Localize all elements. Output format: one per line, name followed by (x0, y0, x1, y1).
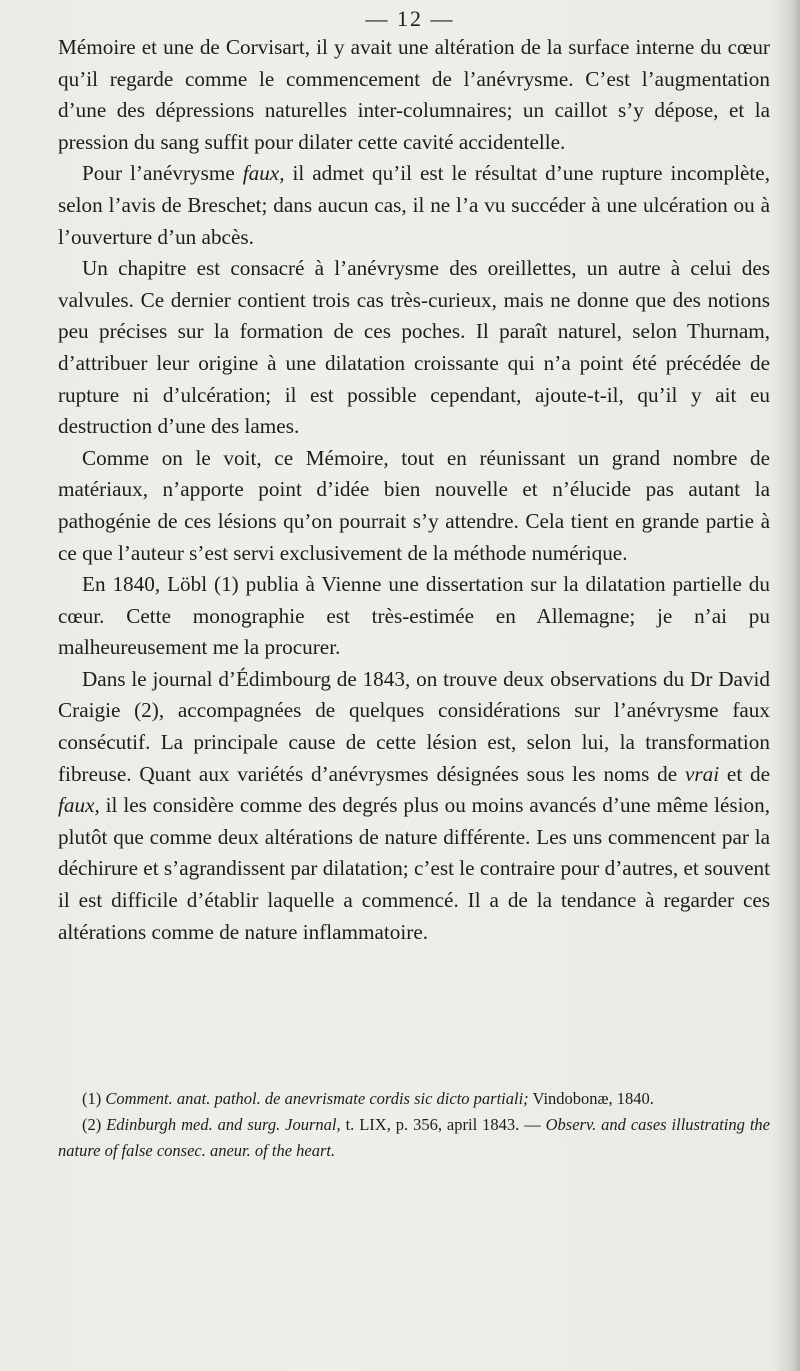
paragraph-2-start: Pour l’anévrysme (82, 161, 243, 186)
term-vrai: vrai (684, 761, 720, 786)
footnote-2 (58, 1112, 770, 1164)
body-text (58, 32, 770, 948)
paragraph-6-start: Dans le journal d’Édimbourg de 1843, on trouve deux observations du Dr David Craigie (2), accompagnées de quelques considérations sur l’anévrysme faux consécutif. La principale cause de cette lésion est, selon lui, la transformation fibreuse. Quant aux variétés d’anévrysmes désignées sous les noms de (58, 666, 770, 786)
footnote-2-citation: t. LIX, p. 356, april 1843. — (340, 1115, 546, 1134)
footnote-2-title: Observ. and cases illustrating the nature of false consec. aneur. of the heart. (58, 1115, 770, 1160)
paragraph-6 (58, 664, 770, 948)
footnote-1 (58, 1086, 770, 1112)
footnote-1-imprint: Vindobonæ, 1840. (528, 1089, 654, 1108)
term-faux-2: faux, (58, 793, 100, 818)
footnote-2-marker: (2) (82, 1115, 107, 1134)
footnote-1-marker: (1) (82, 1089, 106, 1108)
footnote-1-title: Comment. anat. pathol. de anevrismate cordis sic dicto partiali; (105, 1089, 529, 1108)
footnotes (58, 1086, 770, 1164)
paragraph-6-connector: et de (719, 761, 770, 786)
paragraph-6-rest: il les considère comme des degrés plus ou moins avancés d’une même lésion, plutôt que comme deux altérations de nature différente. Les uns commencent par la déchirure et s’agrandissent par dilatation; c’est le contraire pour d’autres, et souvent il est difficile d’établir laquelle a commencé. Il a de la tendance à regarder ces altérations comme de nature inflammatoire. (58, 793, 770, 944)
term-faux: faux, (242, 161, 285, 186)
footnote-2-journal: Edinburgh med. and surg. Journal, (106, 1115, 341, 1134)
paragraph-4: Comme on le voit, ce Mémoire, tout en réunissant un grand nombre de matériaux, n’apporte point d’idée bien nouvelle et n’élucide pas autant la pathogénie de ces lésions qu’on pourrait s’y attendre. Cela tient en grande partie à ce que l’auteur s’est servi exclusivement de la méthode numérique. (58, 445, 770, 565)
paragraph-3: Un chapitre est consacré à l’anévrysme des oreillettes, un autre à celui des valvules. Ce dernier contient trois cas très-curieux, mais ne donne que des notions peu précises sur la formation de ces poches. Il paraît naturel, selon Thurnam, d’attribuer leur origine à une dilatation croissante qui n’a point été précédée de rupture ni d’ulcération; il est possible cependant, ajoute-t-il, qu’il y ait eu destruction d’une des lames. (58, 256, 770, 439)
page-edge-shadow (772, 0, 800, 1371)
paragraph-2-rest: il admet qu’il est le résultat d’une rupture incomplète, selon l’avis de Breschet; dans aucun cas, il ne l’a vu succéder à une ulcération ou à l’ouverture d’un abcès. (58, 161, 770, 249)
paragraph-5: En 1840, Löbl (1) publia à Vienne une dissertation sur la dilatation partielle du cœur. Cette monographie est très-estimée en Allemagne; je n’ai pu malheureusement me la procurer. (58, 572, 770, 660)
paragraph-1: Mémoire et une de Corvisart, il y avait une altération de la surface interne du cœur qu’il regarde comme le commencement de l’anévrysme. C’est l’augmentation d’une des dépressions naturelles inter-columnaires; un caillot s’y dépose, et la pression du sang suffit pour dilater cette cavité accidentelle. (58, 35, 770, 154)
paragraph-2 (58, 158, 770, 253)
page-number: — 12 — (365, 6, 455, 31)
